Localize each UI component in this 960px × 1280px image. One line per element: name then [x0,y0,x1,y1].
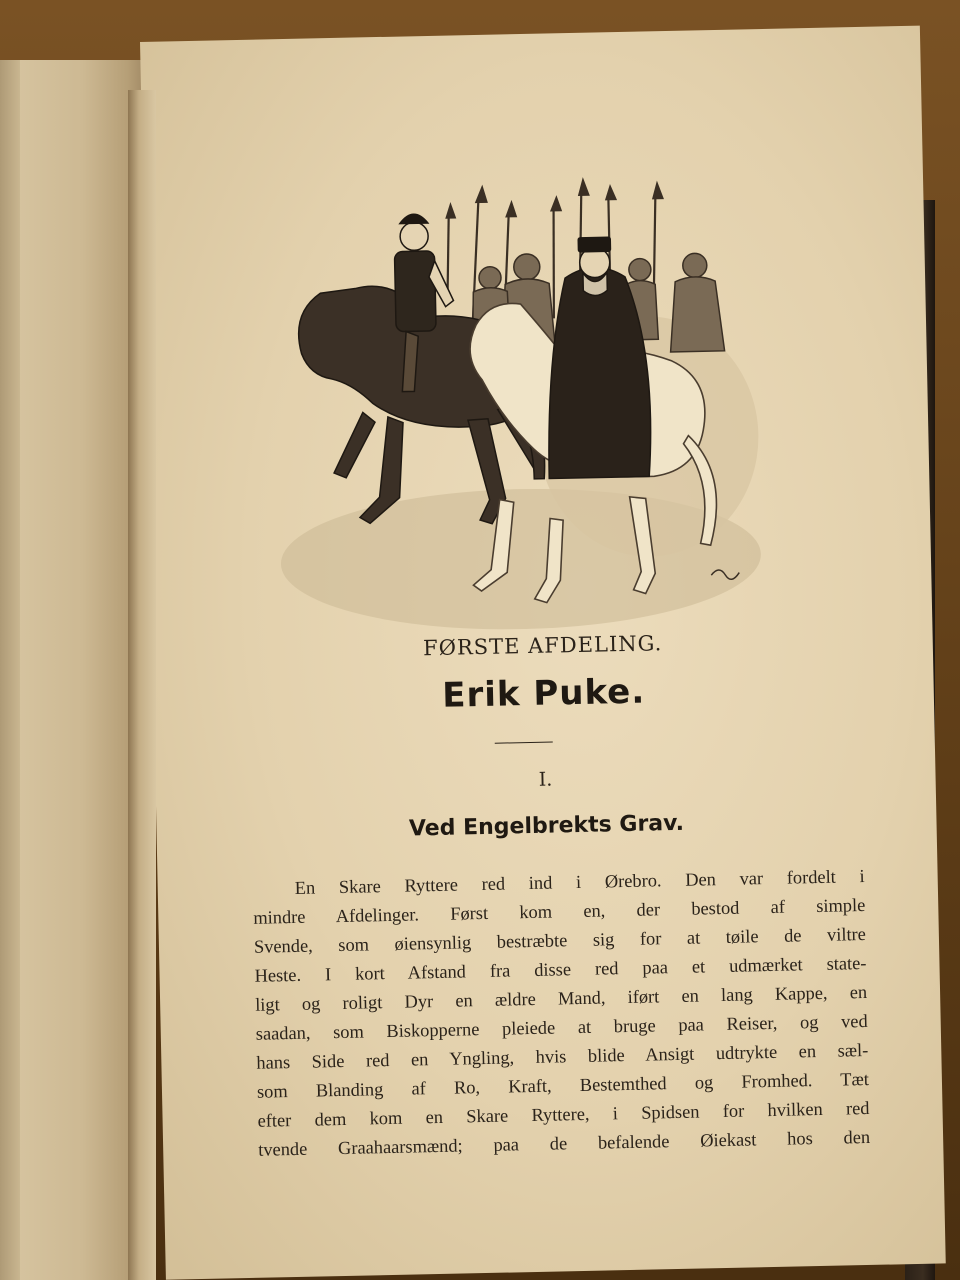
body-line: ligt og roligt Dyr en ældre Mand, iført en lang Kappe, en [254,981,868,1015]
body-line: hans Side red en Yngling, hvis blide Ansigt udtrykte en sæl- [256,1039,869,1073]
body-line: mindre Afdelinger. Først kom en, der bestod af simple [253,895,866,928]
title-divider [495,742,553,744]
body-line: efter dem kom en Skare Ryttere, i Spidsen for hvilken red [257,1097,870,1131]
body-line: Heste. I kort Afstand fra disse red paa et udmærket state- [254,952,867,986]
page-content [140,26,946,1280]
body-line: Svende, som øiensynlig bestræbte sig for at tøile de viltre [253,923,867,957]
part-title: Erik Puke. [441,671,646,716]
body-line: En Skare Ryttere red ind i Ørebro. Den var fordelt i [294,866,865,898]
left-page-edge [0,60,20,1280]
right-page [140,26,946,1280]
book-gutter [128,90,156,1280]
body-line: som Blanding af Ro, Kraft, Bestemthed og Fromhed. Tæt [256,1068,870,1102]
chapter-title: Ved Engelbrekts Grav. [408,810,685,842]
body-line: tvende Graahaarsmænd; paa de befalende Øiekast hos den [258,1126,871,1160]
section-heading: FØRSTE AFDELING. [422,631,663,661]
body-line: saadan, som Biskopperne pleiede at bruge paa Reiser, og ved [255,1010,868,1044]
riders-illustration [262,134,772,634]
chapter-number: I. [538,768,553,791]
body-text [252,862,870,1165]
